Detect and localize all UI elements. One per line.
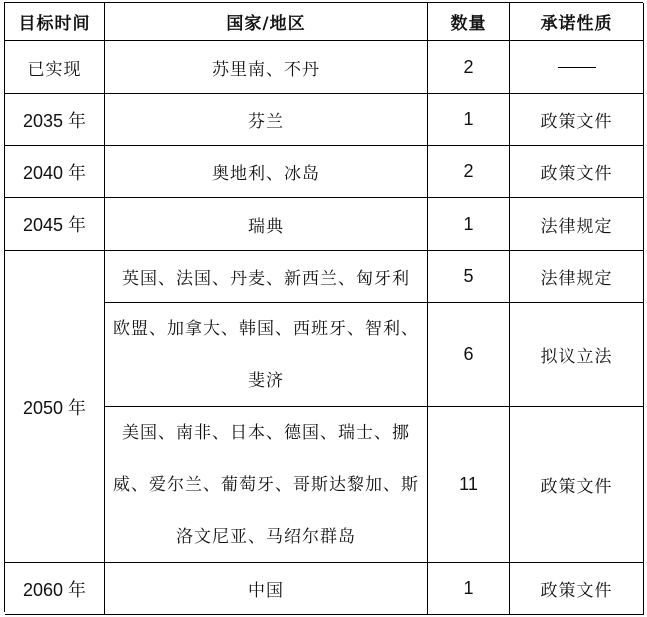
countries-cell: 芬兰	[105, 94, 428, 146]
empty-dash	[558, 67, 596, 68]
year-cell: 2035 年	[5, 94, 105, 146]
countries-cell: 奥地利、冰岛	[105, 146, 428, 198]
countries-cell: 苏里南、不丹	[105, 41, 428, 94]
commitment-cell: 拟议立法	[510, 303, 644, 407]
year-cell: 2050 年	[5, 251, 105, 563]
count-cell: 11	[428, 407, 510, 563]
header-commitment: 承诺性质	[510, 3, 644, 41]
commitment-cell: 政策文件	[510, 146, 644, 198]
count-cell: 1	[428, 94, 510, 146]
countries-cell: 瑞典	[105, 198, 428, 251]
commitment-cell: 政策文件	[510, 563, 644, 615]
count-cell: 2	[428, 41, 510, 94]
countries-cell: 欧盟、加拿大、韩国、西班牙、智利、斐济	[105, 303, 428, 407]
count-cell: 6	[428, 303, 510, 407]
year-cell: 2045 年	[5, 198, 105, 251]
commitment-cell	[510, 41, 644, 94]
count-cell: 2	[428, 146, 510, 198]
year-cell: 2060 年	[5, 563, 105, 615]
header-count: 数量	[428, 3, 510, 41]
header-country: 国家/地区	[105, 3, 428, 41]
commitment-cell: 法律规定	[510, 251, 644, 303]
count-cell: 1	[428, 563, 510, 615]
commitment-cell: 法律规定	[510, 198, 644, 251]
countries-cell: 美国、南非、日本、德国、瑞士、挪威、爱尔兰、葡萄牙、哥斯达黎加、斯洛文尼亚、马绍尔群岛	[105, 407, 428, 563]
carbon-neutrality-table	[4, 2, 643, 612]
year-cell: 2040 年	[5, 146, 105, 198]
commitment-cell: 政策文件	[510, 94, 644, 146]
commitment-cell: 政策文件	[510, 407, 644, 563]
header-target-year: 目标时间	[5, 3, 105, 41]
year-cell: 已实现	[5, 41, 105, 94]
count-cell: 1	[428, 198, 510, 251]
countries-cell: 英国、法国、丹麦、新西兰、匈牙利	[105, 251, 428, 303]
count-cell: 5	[428, 251, 510, 303]
countries-cell: 中国	[105, 563, 428, 615]
